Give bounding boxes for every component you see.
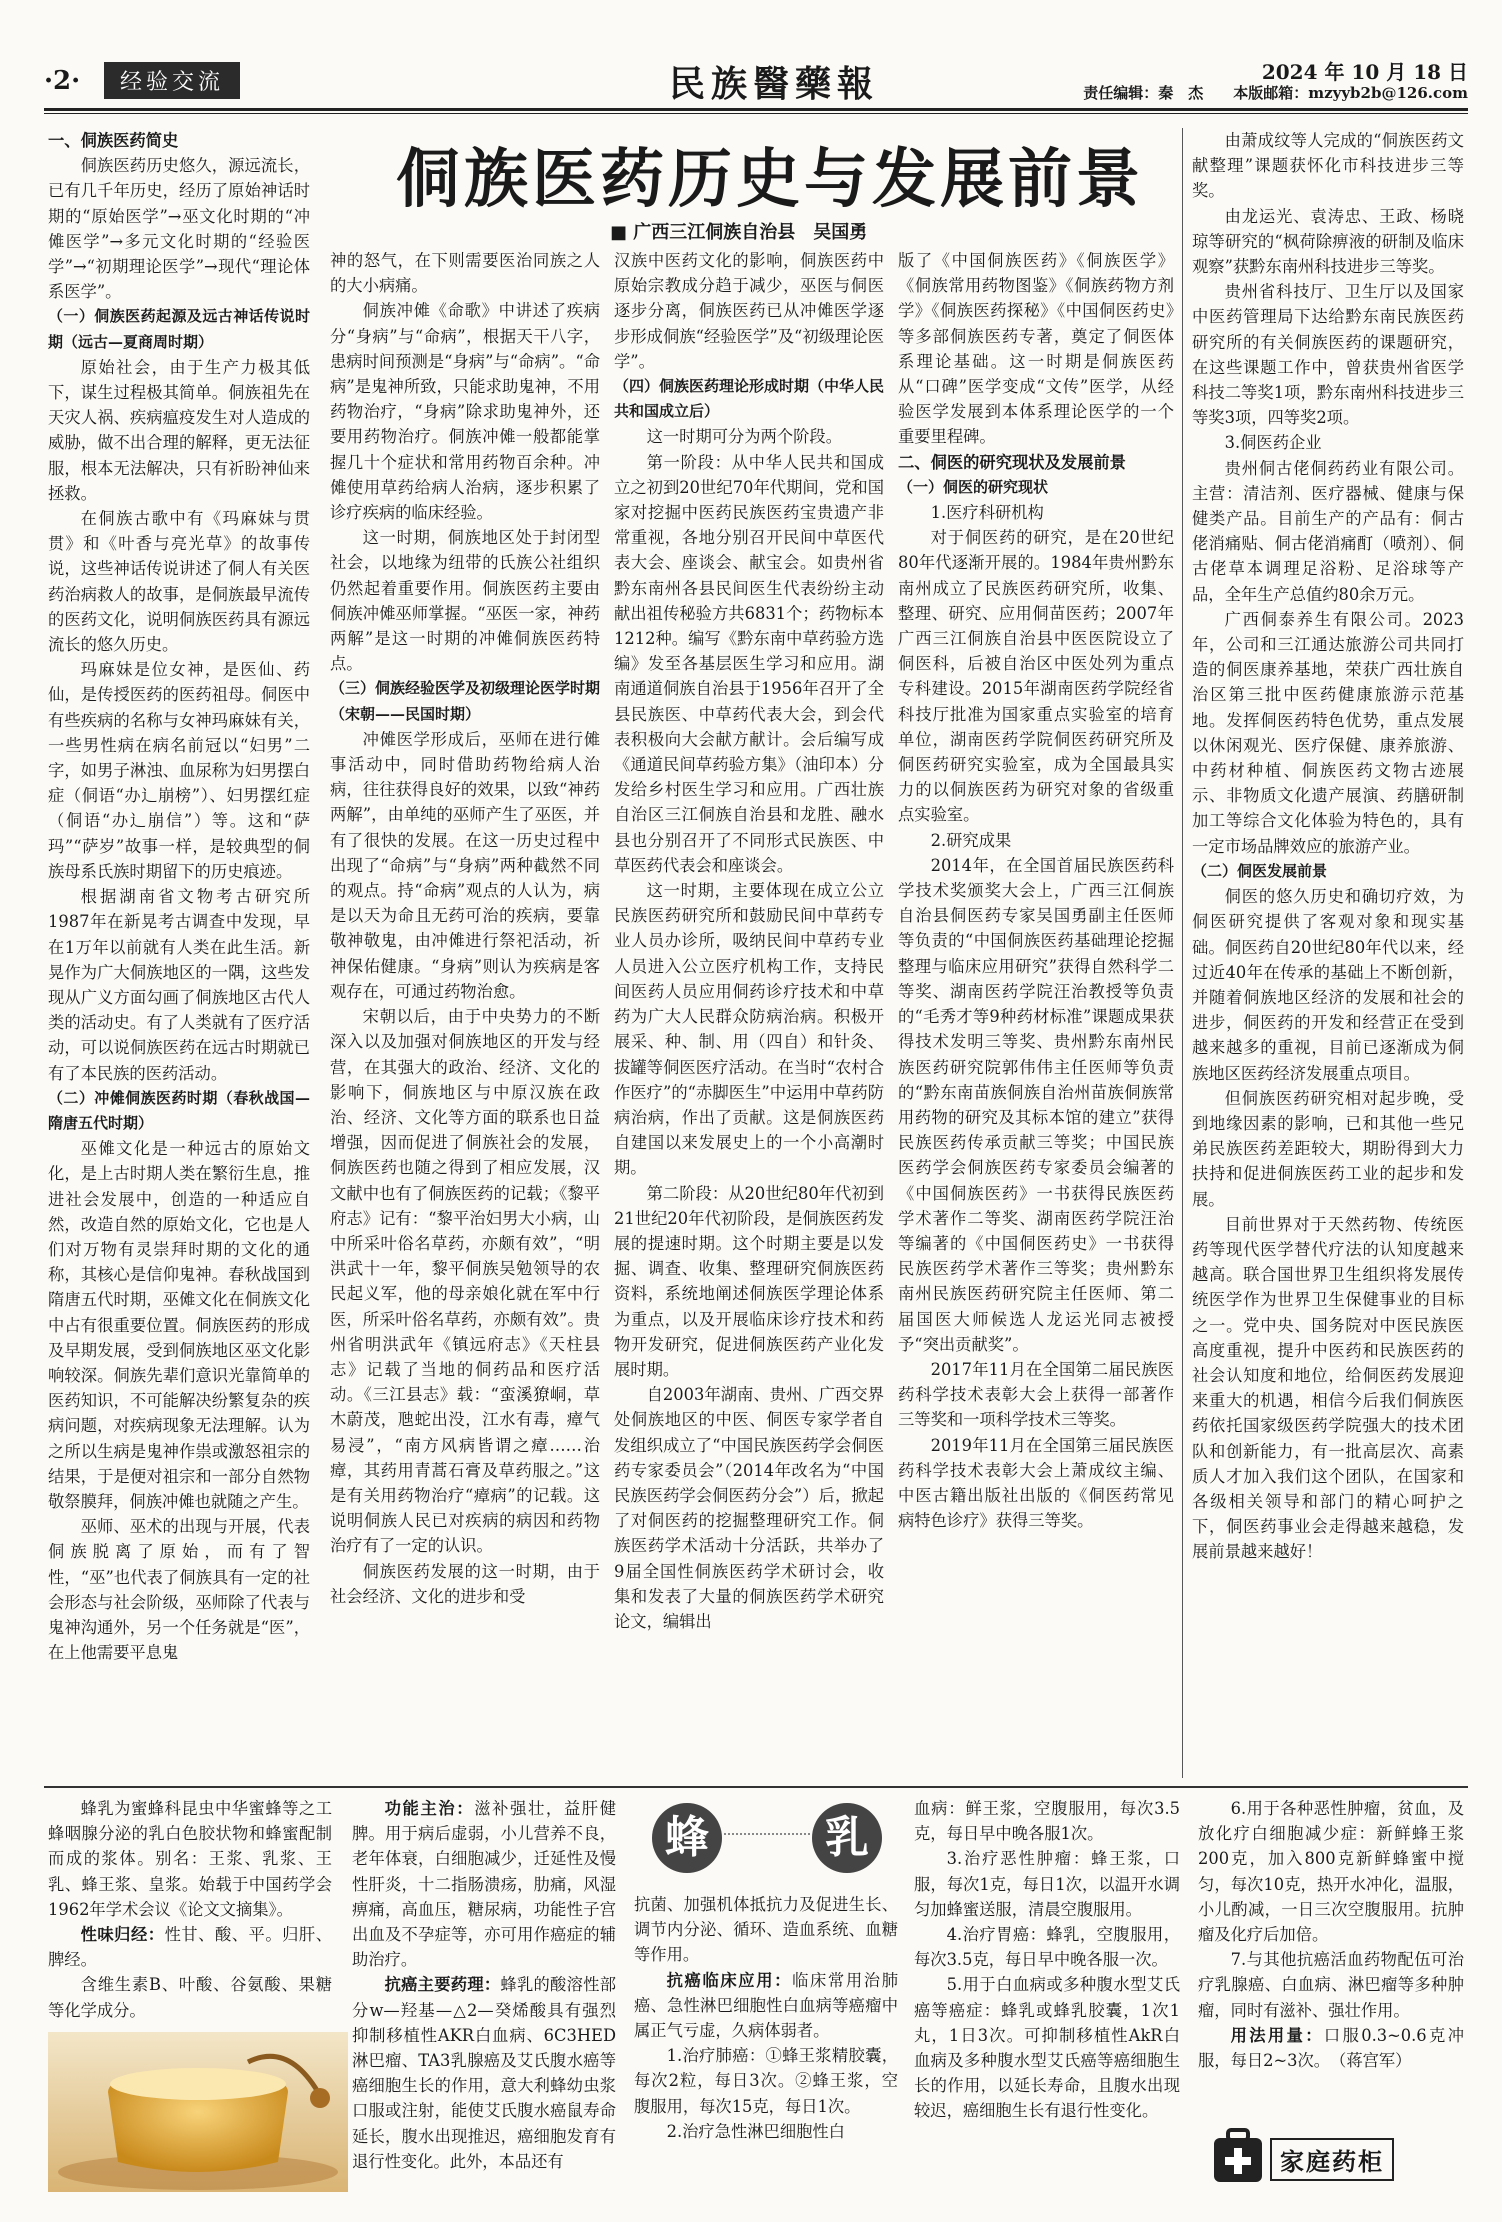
header-rule-thin [44,113,1468,114]
article-column-1 [48,128,310,1778]
paragraph [634,1968,898,2044]
article-byline: ■ 广西三江侗族自治县 吴国勇 [610,222,868,243]
paragraph: 但侗族医药研究相对起步晚，受到地缘因素的影响，已和其他一些兄弟民族医药差距较大，期盼得到大力扶持和促进侗族医药工业的起步和发展。 [1192,1088,1464,1209]
article-column-2 [330,248,600,1778]
paragraph: 由龙运光、袁涛忠、王政、杨晓琼等研究的“枫荷除痹液的研制及临床观察”获黔东南州科技进步三等奖。 [1192,206,1464,277]
subsection-heading: （二）侗医发展前景 [1192,861,1328,880]
paragraph: 巫傩文化是一种远古的原始文化，是上古时期人类在繁衍生息，推进社会发展中，创造的一种适应自然，改造自然的原始文化，它也是人们对万物有灵崇拜时期的文化的通称，其核心是信仰鬼神。春秋战国到隋唐五代时期，巫傩文化在侗族文化中占有很重要位置。侗族医药的形成及早期发展，受到侗族地区巫文化影响较深。侗族先辈们意识光靠简单的医药知识，不可能解决纷繁复杂的疾病问题，对疾病现象无法理解。认为之所以生病是鬼神作祟或激怒祖宗的结果，于是便对祖宗和一部分自然物敬祭膜拜，侗族冲傩也就随之产生。 [48,1139,310,1511]
paragraph: 6.用于各种恶性肿瘤，贫血，及放化疗白细胞减少症：新鲜蜂王浆200克，加入800克新鲜蜂蜜中搅匀，每次10克，热开水冲化，温服，小儿酌减，一日三次空腹服用。抗肿瘤及化疗后加倍。 [1198,1799,1464,1945]
paragraph: 玛麻妹是位女神，是医仙、药仙，是传授医药的医药祖母。侗医中有些疾病的名称与女神玛麻妹有关，一些男性病在病名前冠以“妇男”二字，如男子淋浊、血尿称为妇男摆白症（侗语“办辶崩榜”）、妇男摆红症（侗语“办辶崩信”）等。这和“萨玛”“萨岁”故事一样，是较典型的侗族母系氏族时期留下的历史痕迹。 [48,660,310,881]
paragraph: 目前世界对于天然药物、传统医药等现代医学替代疗法的认知度越来越高。联合国世界卫生组织将发展传统医学作为世界卫生保健事业的目标之一。党中央、国务院对中医民族医高度重视，提升中医药和民族医药的社会认知度和地位，给侗医药发展迎来重大的机遇，相信今后我们侗族医药依托国家级医药学院强大的技术团队和创新能力，有一批高层次、高素质人才加入我们这个团队，在国家和各级相关领导和部门的精心呵护之下，侗医药事业会走得越来越稳，发展前景越来越好！ [1192,1214,1464,1562]
field-label: 性味归经： [80,1925,165,1945]
field-text: 滋补强壮，益肝健脾。用于病后虚弱，小儿营养不良，老年体衰，白细胞减少，迁延性及慢性肝炎，十二指肠溃疡，肋痛，风湿痹痛，高血压，糖尿病，功能性子宫出血及不孕症等，亦可用作癌症的辅助治疗。 [352,1799,616,1970]
paragraph-continued: 神的怒气，在下则需要医治同族之人的大小病痛。 [330,251,600,296]
bee-column-4 [914,1796,1180,2216]
first-aid-kit-icon [1212,2128,1264,2184]
paragraph: 贵州省科技厅、卫生厅以及国家中医药管理局下达给黔东南民族医药研究所的有关侗族医药的课题研究，在这些课题工作中，曾获贵州省医学科技二等奖1项，黔东南州科技进步三等奖3项，四等奖2项。 [1192,282,1464,428]
section-heading: 二、侗医的研究现状及发展前景 [898,452,1126,472]
paragraph: 在侗族古歌中有《玛麻妹与贯贯》和《叶香与亮光草》的故事传说，这些神话传说讲述了侗人有关医药治病救人的故事，是侗族最早流传的医药文化，说明侗族医药具有源远流长的悠久历史。 [48,509,310,655]
paragraph: 第二阶段：从20世纪80年代初到21世纪20年代初阶段，是侗族医药发展的提速时期。这个时期主要是以发掘、调查、收集、整理研究侗族医药资料，系统地阐述侗族医学理论体系为重点，以及开展临床诊疗技术和药物开发研究，促进侗族医药产业化发展时期。 [614,1183,884,1379]
column-divider [1182,128,1183,1778]
paragraph: 由萧成纹等人完成的“侗族医药文献整理”课题获怀化市科技进步三等奖。 [1192,131,1464,201]
field-label: 抗癌临床应用： [666,1970,793,1990]
subsection-heading: （四）侗族医药理论形成时期（中华人民共和国成立后） [614,377,884,421]
article-column-5 [1192,128,1464,1778]
masthead [44,56,1468,104]
paragraph: 1.治疗肺癌：①蜂王浆精胶囊，每次2粒，每日3次。②蜂王浆，空腹服用，每次15克，每日1次。 [634,2046,898,2116]
paragraph: 侗族医药历史悠久，源远流长，已有几千年历史，经历了原始神话时期的“原始医学”→巫文化时期的“冲傩医学”→多元文化时期的“经验医学”→“初期理论医学”→现代“理论体系医学”。 [48,156,310,302]
paragraph [352,1972,616,2174]
bee-milk-title [652,1803,882,1873]
field-text: 口服0.3~0.6克冲服，每日2~3次。 （蒋宫军） [1198,2025,1464,2071]
paragraph: 1.医疗科研机构 [930,503,1044,523]
paragraph: 3.治疗恶性肿瘤：蜂王浆，口服，每次1克，每日1次，以温开水调匀加蜂蜜送服，清晨空腹服用。 [914,1849,1180,1919]
subsection-heading: （三）侗族经验医学及初级理论医学时期（宋朝——民国时期） [330,679,600,723]
paragraph: 原始社会，由于生产力极其低下，谋生过程极其简单。侗族祖先在天灾人祸、疾病瘟疫发生对人造成的威胁，做不出合理的解释，更无法征服，根本无法解决，只有祈盼神仙来拯救。 [48,357,310,503]
family-medicine-cabinet-logo [1212,2128,1462,2186]
paragraph: 这一时期，主要体现在成立公立民族医药研究所和鼓励民间中草药专业人员办诊所，吸纳民间中草药专业人员进入公立医疗机构工作，支持民间医药人员应用侗药诊疗技术和中草药为广大人民群众防病治病。积极开展采、种、制、用（四自）和针灸、拔罐等侗医医疗活动。在当时“农村合作医疗”的“赤脚医生”中运用中草药防病治病，作出了贡献。这是侗族医药自建国以来发展史上的一个小高潮时期。 [614,881,884,1178]
paragraph-continued: 血病：鲜王浆，空腹服用，每次3.5克，每日早中晚各服1次。 [914,1799,1180,1844]
paragraph [48,1922,332,1972]
paragraph: 侗族医药发展的这一时期，由于社会经济、文化的进步和受 [330,1561,600,1606]
paragraph-continued: 抗菌、加强机体抵抗力及促进生长、调节内分泌、循环、造血系统、血糖等作用。 [634,1895,898,1965]
paragraph: 2014年，在全国首届民族医药科学技术奖颁奖大会上，广西三江侗族自治县侗医药专家吴国勇副主任医师等负责的“中国侗族医药基础理论挖掘整理与临床应用研究”获得自然科学二等奖、湖南医药学院汪治教授等负责的“毛秀才等9种药材标准”课题成果获得技术发明三等奖、贵州黔东南州民族医药研究院郭伟伟主任医师等负责的“黔东南苗族侗族自治州苗族侗族常用药物的研究及其标本馆的建立”获得民族医药传承贡献三等奖；中国民族医药学会侗族医药专家委员会编著的《中国侗族医药》一书获得民族医药学术著作二等奖、湖南医药学院汪治等编著的《中国侗医药史》一书获得民族医药学术著作三等奖；贵州黔东南州民族医药研究院主任医师、第二届国医大师候选人龙运光同志被授予“突出贡献奖”。 [898,855,1174,1354]
article-column-3 [614,248,884,1778]
field-label: 用法用量： [1230,2025,1324,2045]
paragraph: 4.治疗胃癌：蜂乳，空腹服用，每次3.5克，每日早中晚各服一次。 [914,1925,1180,1970]
article-column-4 [898,248,1174,1778]
paragraph: 宋朝以后，由于中央势力的不断深入以及加强对侗族地区的开发与经营，在其强大的政治、经济、文化的影响下，侗族地区与中原汉族在政治、经济、文化等方面的联系也日益增强，因而促进了侗族社会的发展，侗族医药也随之得到了相应发展，汉文献中也有了侗族医药的记载；《黎平府志》记有：“黎平治妇男大小病，山中所采叶俗名草药，亦颇有效”，“明洪武十一年，黎平侗族吴勉领导的农民起义军，他的母亲娘化就在军中行医，所采叶俗名草药，亦颇有效”。贵州省明洪武年《镇远府志》《天柱县志》记载了当地的侗药品和医疗活动。《三江县志》载：“蛮溪獠峒，草木蔚茂，虺蛇出没，江水有毒，瘴气易浸”，“南方风病皆谓之瘴……治瘴，其药用青蒿石膏及草药服之。”这是有关用药物治疗“瘴病”的记载。这说明侗族人民已对疾病的病因和药物治疗有了一定的认识。 [330,1007,600,1556]
editor-info: 责任编辑：秦 杰 本版邮箱：mzyyb2b@126.com [1083,84,1468,102]
honey-jar-illustration [48,2032,348,2192]
section-tag: 经验交流 [104,62,240,99]
field-label: 功能主治： [384,1799,475,1818]
paragraph [1198,2023,1464,2073]
paragraph: 侗医的悠久历史和确切疗效，为侗医研究提供了客观对象和现实基础。侗医药自20世纪80年代以来，经过近40年在传承的基础上不断创新，并随着侗族地区经济的发展和社会的进步，侗医药的开发和经营正在受到越来越多的重视，目前已逐渐成为侗族地区医药经济发展重点项目。 [1192,887,1464,1083]
paragraph-continued: 汉族中医药文化的影响，侗族医药中原始宗教成分趋于减少，巫医与侗医逐步分离，侗族医药已从冲傩医学逐步形成侗族“经验医学”及“初级理论医学”。 [614,251,884,371]
bee-column-2 [352,1796,616,2216]
paragraph: 2.研究成果 [930,830,1012,850]
subsection-heading: （一）侗族医药起源及远古神话传说时期（远古—夏商周时期） [48,307,310,351]
paragraph: 3.侗医药企业 [1224,433,1322,453]
paragraph: 对于侗医药的研究，是在20世纪80年代逐渐开展的。1984年贵州黔东南州成立了民族医药研究所，收集、整理、研究、应用侗苗医药；2007年广西三江侗族自治县中医医院设立了侗医科，后被自治区中医处列为重点专科建设。2015年湖南医药学院经省科技厅批准为国家重点实验室的培育单位，湖南医药学院侗医药研究所及侗医药研究实验室，成为全国最具实力的以侗族医药为研究对象的省级重点实验室。 [898,528,1174,825]
issue-date: 2024 年 10 月 18 日 [1261,60,1468,84]
paragraph: 这一时期可分为两个阶段。 [646,427,842,447]
section-divider [44,1786,1468,1788]
cabinet-label: 家庭药柜 [1270,2138,1394,2181]
paper-name: 民族醫藥報 [669,63,880,105]
paragraph: 2.治疗急性淋巴细胞性白 [666,2121,845,2141]
paragraph: 巫师、巫术的出现与开展，代表侗族脱离了原始，而有了智性，“巫”也代表了侗族具有一定的社会形态与社会阶级，巫师除了代表与鬼神沟通外，另一个任务就是“医”，在上他需要平息鬼 [48,1517,310,1663]
paragraph: 2019年11月在全国第三届民族医药科学技术表彰大会上萧成纹主编、中医古籍出版社出版的《侗医药常见病特色诊疗》获得三等奖。 [898,1435,1174,1531]
field-label: 抗癌主要药理： [384,1975,501,1995]
paragraph: 广西侗泰养生有限公司。2023年，公司和三江通达旅游公司共同打造的侗医康养基地，荣获广西壮族自治区第三批中医药健康旅游示范基地。发挥侗医药特色优势，重点发展以休闲观光、医疗保健、康养旅游、中药材种植、侗族医药文物古迹展示、非物质文化遗产展演、药膳研制加工等综合文化体验为特色的，具有一定市场品牌效应的旅游产业。 [1192,609,1464,856]
title-decoration [724,1833,810,1835]
paragraph: 蜂乳为蜜蜂科昆虫中华蜜蜂等之工蜂咽腺分泌的乳白色胶状物和蜂蜜配制而成的浆体。别名：王浆、乳浆、王乳、蜂王浆、皇浆。始载于中国药学会1962年学术会议《论文文摘集》。 [48,1799,332,1919]
bee-column-3 [634,1892,898,2216]
paragraph: 这一时期，侗族地区处于封闭型社会，以地缘为纽带的氏族公社组织仍然起着重要作用。侗族医药主要由侗族冲傩巫师掌握。“巫医一家，神药两解”是这一时期的冲傩侗族医药特点。 [330,528,600,674]
paragraph: 侗族冲傩《命歌》中讲述了疾病分“身病”与“命病”，根据天干八字，患病时间预测是“身病”与“命病”。“命病”是鬼神所致，只能求助鬼神，不用药物治疗，“身病”除求助鬼神外，还要用药物治疗。侗族冲傩一般都能掌握几十个症状和常用药物百余种。冲傩使用草药给病人治病，逐步积累了诊疗疾病的临床经验。 [330,301,600,523]
field-text: 临床常用治肺癌、急性淋巴细胞性白血病等癌瘤中属正气亏虚，久病体弱者。 [634,1970,898,2041]
bee-column-5 [1198,1796,1464,2122]
paragraph: 贵州侗古佬侗药药业有限公司。主营：清洁剂、医疗器械、健康与保健类产品。目前生产的产品有：侗古佬消痛贴、侗古佬消痛酊（喷剂）、侗古佬草本调理足浴粉、足浴球等产品，全年生产总值约80余万元。 [1192,458,1464,604]
paragraph: 根据湖南省文物考古研究所1987年在新晃考古调查中发现，早在1万年以前就有人类在此生活。新晃作为广大侗族地区的一隅，这些发现从广义方面勾画了侗族地区古代人类的活动史。有了人类就有了医疗活动，可以说侗族医药在远古时期就已有了本民族的医药活动。 [48,887,310,1083]
subsection-heading: （二）冲傩侗族医药时期（春秋战国—隋唐五代时期） [48,1088,310,1132]
section-heading: 一、侗族医药简史 [48,131,179,150]
bee-title-char-1: 蜂 [652,1803,722,1873]
paragraph: 含维生素B、叶酸、谷氨酸、果糖等化学成分。 [48,1975,332,2020]
bee-title-char-2: 乳 [812,1803,882,1873]
subsection-heading: （一）侗医的研究现状 [898,477,1049,496]
paragraph-continued: 版了《中国侗族医药》《侗族医学》《侗族常用药物图鉴》《侗族药物方剂学》《侗族医药探秘》《中国侗医药史》等多部侗族医药专著，奠定了侗医体系理论基础。这一时期是侗族医药从“口碑”医学变成“文传”医学，从经验医学发展到本体系理论医学的一个重要里程碑。 [898,251,1174,447]
article-title: 侗族医药历史与发展前景 [396,142,1144,217]
field-text: 蜂乳的酸溶性部分w—羟基—△2—癸烯酸具有强烈抑制移植性AKR白血病、6C3HED淋巴瘤、TA3乳腺癌及艾氏腹水癌等癌细胞生长的作用，意大利蜂幼虫浆口服或注射，能使艾氏腹水癌鼠寿命延长，腹水出现推迟，癌细胞发育有退行性变化。此外，本品还有 [352,1975,616,2171]
paragraph: 自2003年湖南、贵州、广西交界处侗族地区的中医、侗医专家学者自发组织成立了“中国民族医药学会侗医药专家委员会”（2014年改名为“中国民族医药学会侗医药分会”）后，掀起了对侗医药的挖掘整理研究工作。侗族医药学术活动十分活跃，共举办了9届全国性侗族医药学术研讨会，收集和发表了大量的侗族医药学术研究论文，编辑出 [614,1385,884,1631]
paragraph: 5.用于白血病或多种腹水型艾氏癌等癌症：蜂乳或蜂乳胶囊，1次1丸，1日3次。可抑制移植性AkR白血病及多种腹水型艾氏癌等癌细胞生长的作用，以延长寿命，且腹水出现较迟，癌细胞生长有退行性变化。 [914,1975,1180,2121]
paragraph: 第一阶段：从中华人民共和国成立之初到20世纪70年代期间，党和国家对挖掘中医药民族医药宝贵遗产非常重视，各地分别召开民间中草医代表大会、座谈会、献宝会。如贵州省黔东南州各县民间医生代表纷纷主动献出祖传秘验方共6831个；药物标本1212种。编写《黔东南中草药验方选编》发至各基层医生学习和应用。湖南通道侗族自治县于1956年召开了全县民族医、中草药代表大会，到会代表积极向大会献方献计。会后编写成《通道民间草药验方集》（油印本）分发给乡村医生学习和应用。广西壮族自治区三江侗族自治县和龙胜、融水县也分别召开了不同形式民族医、中草医药代表会和座谈会。 [614,452,884,875]
page-number: ·2· [44,66,81,96]
paragraph [352,1796,616,1972]
paragraph: 2017年11月在全国第二届民族医药科学技术表彰大会上获得一部著作三等奖和一项科学技术三等奖。 [898,1359,1174,1430]
paragraph: 7.与其他抗癌活血药物配伍可治疗乳腺癌、白血病、淋巴瘤等多种肿瘤，同时有滋补、强壮作用。 [1198,1950,1464,2020]
bee-column-1 [48,1796,332,2026]
paragraph: 冲傩医学形成后，巫师在进行傩事活动中，同时借助药物给病人治病，往往获得良好的效果，以致“神药两解”，由单纯的巫师产生了巫医，并有了很快的发展。在这一历史过程中出现了“命病”与“身病”两种截然不同的观点。持“命病”观点的人认为，病是以天为命且无药可治的疾病，要靠敬神敬鬼，由冲傩进行祭祀活动，祈神保佑健康。“身病”则认为疾病是客观存在，可通过药物治愈。 [330,729,600,1001]
field-text: 性甘、酸、平。归肝、脾经。 [48,1925,332,1970]
header-rule [44,108,1468,111]
